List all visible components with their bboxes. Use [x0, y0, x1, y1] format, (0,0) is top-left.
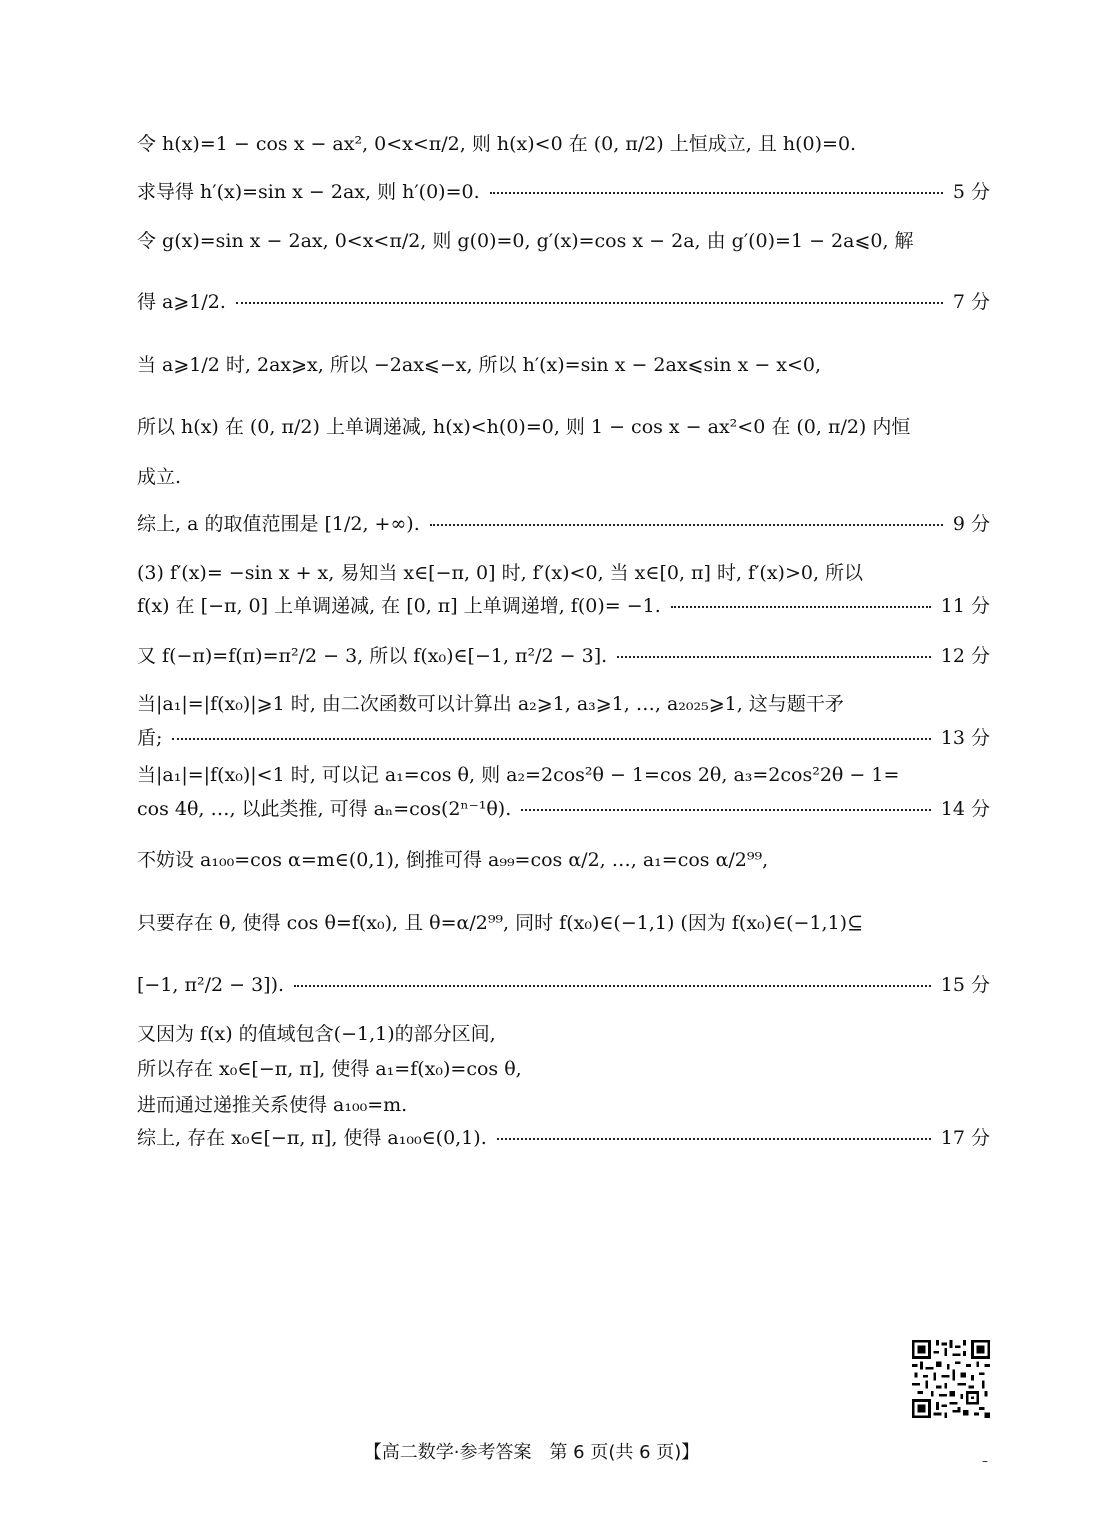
leader-dots: [294, 983, 931, 987]
score-label: 14 分: [940, 798, 990, 820]
solution-line: 当 a⩾1/2 时, 2ax⩾x, 所以 −2ax⩽−x, 所以 h′(x)=sin x − 2ax⩽sin x − x<0,: [137, 354, 822, 376]
leader-dots: [490, 190, 943, 194]
score-label: 15 分: [940, 974, 990, 996]
solution-line: 不妨设 a₁₀₀=cos α=m∈(0,1), 倒推可得 a₉₉=cos α/2, …, a₁=cos α/2⁹⁹,: [137, 849, 769, 871]
leader-dots: [617, 654, 931, 658]
score-label: 13 分: [940, 727, 990, 749]
solution-line: 求导得 h′(x)=sin x − 2ax, 则 h′(0)=0. 5 分: [137, 181, 990, 203]
page-footer: 【高二数学·参考答案 第 6 页(共 6 页)】: [363, 1442, 700, 1463]
leader-dots: [671, 604, 931, 608]
solution-line: 当|a₁|=|f(x₀)|⩾1 时, 由二次函数可以计算出 a₂⩾1, a₃⩾1, …, a₂₀₂₅⩾1, 这与题干矛: [137, 693, 844, 715]
leader-dots: [521, 807, 931, 811]
leader-dots: [430, 522, 943, 526]
solution-line: 又 f(−π)=f(π)=π²/2 − 3, 所以 f(x₀)∈[−1, π²/2 − 3]. 12 分: [137, 645, 990, 667]
solution-line: 成立.: [137, 466, 182, 488]
solution-line: 所以 h(x) 在 (0, π/2) 上单调递减, h(x)<h(0)=0, 则 1 − cos x − ax²<0 在 (0, π/2) 内恒: [137, 416, 911, 438]
solution-line: [−1, π²/2 − 3]). 15 分: [137, 974, 990, 996]
solution-line: 进而通过递推关系使得 a₁₀₀=m.: [137, 1094, 408, 1116]
leader-dots: [172, 736, 930, 740]
solution-line: 所以存在 x₀∈[−π, π], 使得 a₁=f(x₀)=cos θ,: [137, 1058, 522, 1080]
score-label: 5 分: [952, 181, 990, 203]
score-label: 9 分: [952, 513, 990, 535]
solution-line: 综上, a 的取值范围是 [1/2, +∞). 9 分: [137, 513, 990, 535]
solution-line: (3) f′(x)= −sin x + x, 易知当 x∈[−π, 0] 时, f′(x)<0, 当 x∈[0, π] 时, f′(x)>0, 所以: [137, 562, 864, 584]
solution-line: 只要存在 θ, 使得 cos θ=f(x₀), 且 θ=α/2⁹⁹, 同时 f(x₀)∈(−1,1) (因为 f(x₀)∈(−1,1)⊆: [137, 912, 864, 934]
score-label: 7 分: [952, 291, 990, 313]
solution-line: 综上, 存在 x₀∈[−π, π], 使得 a₁₀₀∈(0,1). 17 分: [137, 1127, 990, 1149]
solution-line: 又因为 f(x) 的值域包含(−1,1)的部分区间,: [137, 1023, 496, 1045]
qr-code-icon: [912, 1340, 990, 1418]
score-label: 11 分: [940, 595, 990, 617]
leader-dots: [236, 300, 943, 304]
solution-line: 盾; 13 分: [137, 727, 990, 749]
solution-line: f(x) 在 [−π, 0] 上单调递减, 在 [0, π] 上单调递增, f(0)= −1. 11 分: [137, 595, 990, 617]
score-label: 12 分: [940, 645, 990, 667]
corner-mark: –: [982, 1454, 988, 1468]
leader-dots: [497, 1136, 931, 1140]
solution-line: 得 a⩾1/2. 7 分: [137, 291, 990, 313]
solution-line: cos 4θ, …, 以此类推, 可得 aₙ=cos(2ⁿ⁻¹θ). 14 分: [137, 798, 990, 820]
solution-line: 令 g(x)=sin x − 2ax, 0<x<π/2, 则 g(0)=0, g′(x)=cos x − 2a, 由 g′(0)=1 − 2a⩽0, 解: [137, 230, 914, 252]
solution-line: 当|a₁|=|f(x₀)|<1 时, 可以记 a₁=cos θ, 则 a₂=2cos²θ − 1=cos 2θ, a₃=2cos²2θ − 1=: [137, 764, 900, 786]
solution-line: 令 h(x)=1 − cos x − ax², 0<x<π/2, 则 h(x)<0 在 (0, π/2) 上恒成立, 且 h(0)=0.: [137, 133, 857, 155]
score-label: 17 分: [940, 1127, 990, 1149]
